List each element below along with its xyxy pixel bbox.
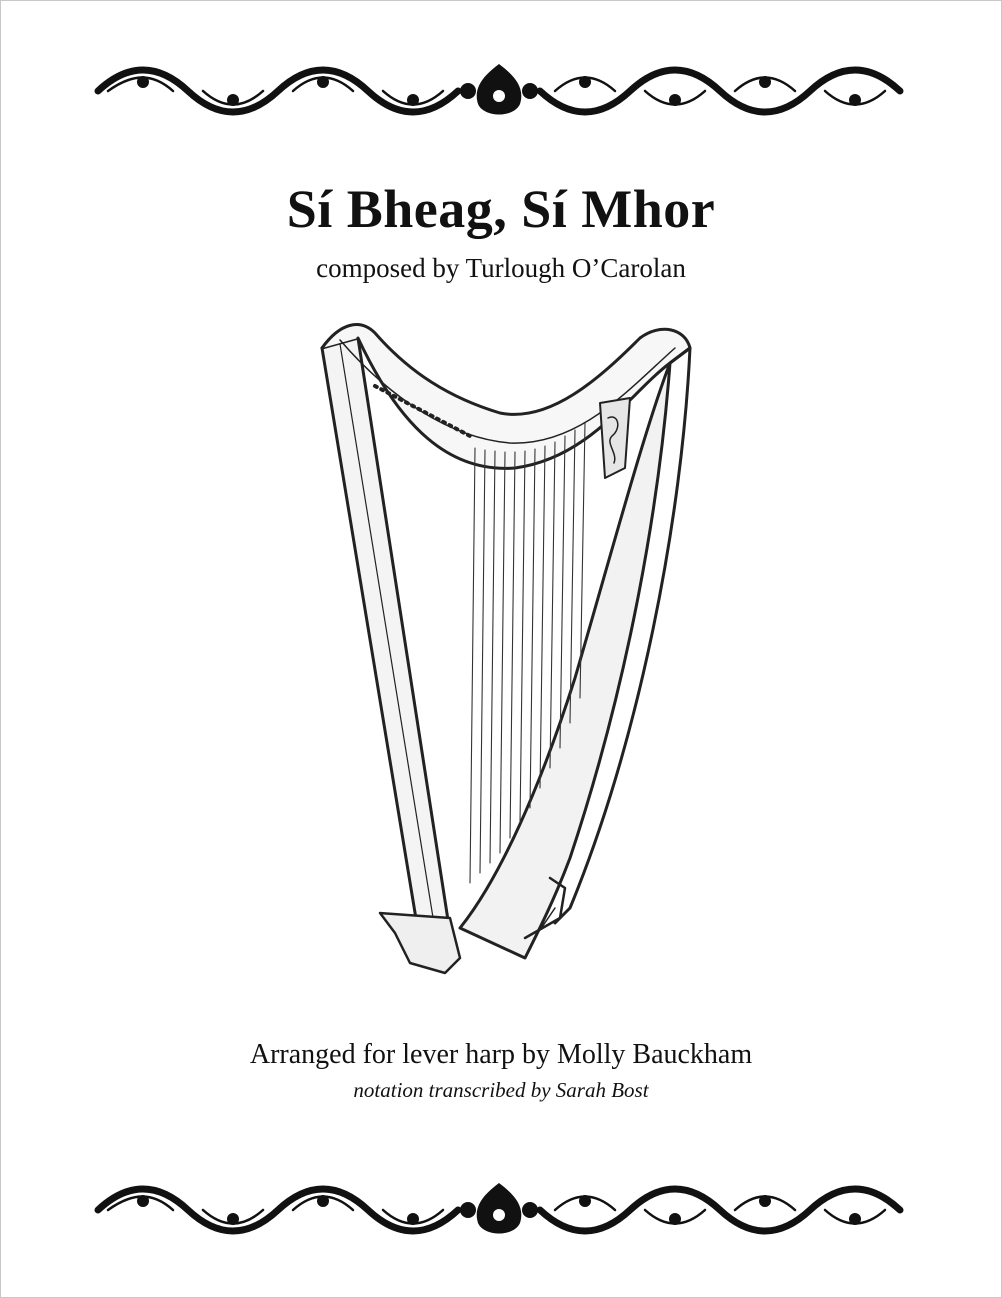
harp-icon [300,318,700,983]
page-title: Sí Bheag, Sí Mhor [286,179,716,239]
transcriber-credit: notation transcribed by Sarah Bost [353,1078,649,1102]
scroll-ornament-icon [88,1177,910,1243]
arranger-credit: Arranged for lever harp by Molly Bauckham [249,1039,753,1070]
scroll-ornament-icon [88,58,910,124]
composer-credit: composed by Turlough O’Carolan [316,253,686,283]
